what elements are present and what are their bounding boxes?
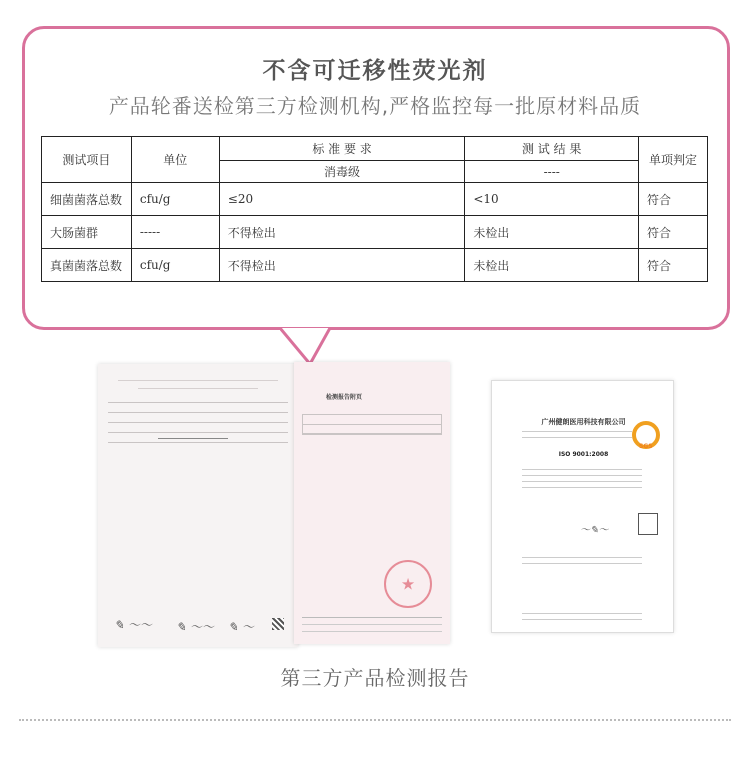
cell-result: 未检出 — [465, 216, 639, 249]
ukas-logo-icon — [638, 513, 658, 535]
official-stamp — [384, 560, 432, 608]
report-page-2 — [294, 362, 450, 644]
header-standard-sub: 消毒级 — [219, 161, 465, 183]
cell-judgement: 符合 — [639, 249, 708, 282]
signature: ✎ ～ — [228, 620, 254, 634]
page-heading: 不含可迁移性荧光剂 — [262, 58, 488, 84]
cell-standard: 不得检出 — [219, 216, 465, 249]
table-row — [42, 249, 708, 282]
header-judgement: 单项判定 — [639, 137, 708, 183]
cell-item: 大肠菌群 — [42, 216, 132, 249]
signature: ～✎～ — [580, 525, 609, 536]
cert-standard: ISO 9001:2008 — [558, 451, 609, 458]
iso-certificate — [491, 380, 674, 633]
header-test-item: 测试项目 — [42, 137, 132, 183]
header-unit: 单位 — [131, 137, 219, 183]
table-row — [42, 216, 708, 249]
report-page-1 — [98, 364, 298, 647]
cell-unit: ----- — [131, 216, 219, 249]
header-result: 测 试 结 果 — [465, 137, 639, 161]
report-table — [302, 414, 442, 434]
section-caption: 第三方产品检测报告 — [280, 666, 470, 690]
sgs-logo-icon: SGS — [632, 421, 660, 449]
cell-unit: cfu/g — [131, 249, 219, 282]
test-results-table — [41, 136, 708, 282]
cell-judgement: 符合 — [639, 216, 708, 249]
cell-judgement: 符合 — [639, 183, 708, 216]
header-standard: 标 准 要 求 — [219, 137, 465, 161]
cell-item: 真菌菌落总数 — [42, 249, 132, 282]
signature: ✎ ～～ — [176, 620, 214, 634]
cell-result: 未检出 — [465, 249, 639, 282]
signature: ✎ ～～ — [114, 618, 152, 632]
header-result-sub: ---- — [465, 161, 639, 183]
cell-result: <10 — [465, 183, 639, 216]
cell-unit: cfu/g — [131, 183, 219, 216]
qr-code-icon — [272, 618, 284, 630]
cell-standard: ≤20 — [219, 183, 465, 216]
star-icon: ★ — [400, 574, 416, 594]
cert-company: 广州健朗医用科技有限公司 — [541, 418, 626, 426]
cell-item: 细菌菌落总数 — [42, 183, 132, 216]
page-subheading: 产品轮番送检第三方检测机构,严格监控每一批原材料品质 — [108, 94, 642, 118]
divider — [19, 719, 731, 721]
cell-standard: 不得检出 — [219, 249, 465, 282]
table-row — [42, 183, 708, 216]
report-title: 检测报告附页 — [325, 394, 362, 401]
